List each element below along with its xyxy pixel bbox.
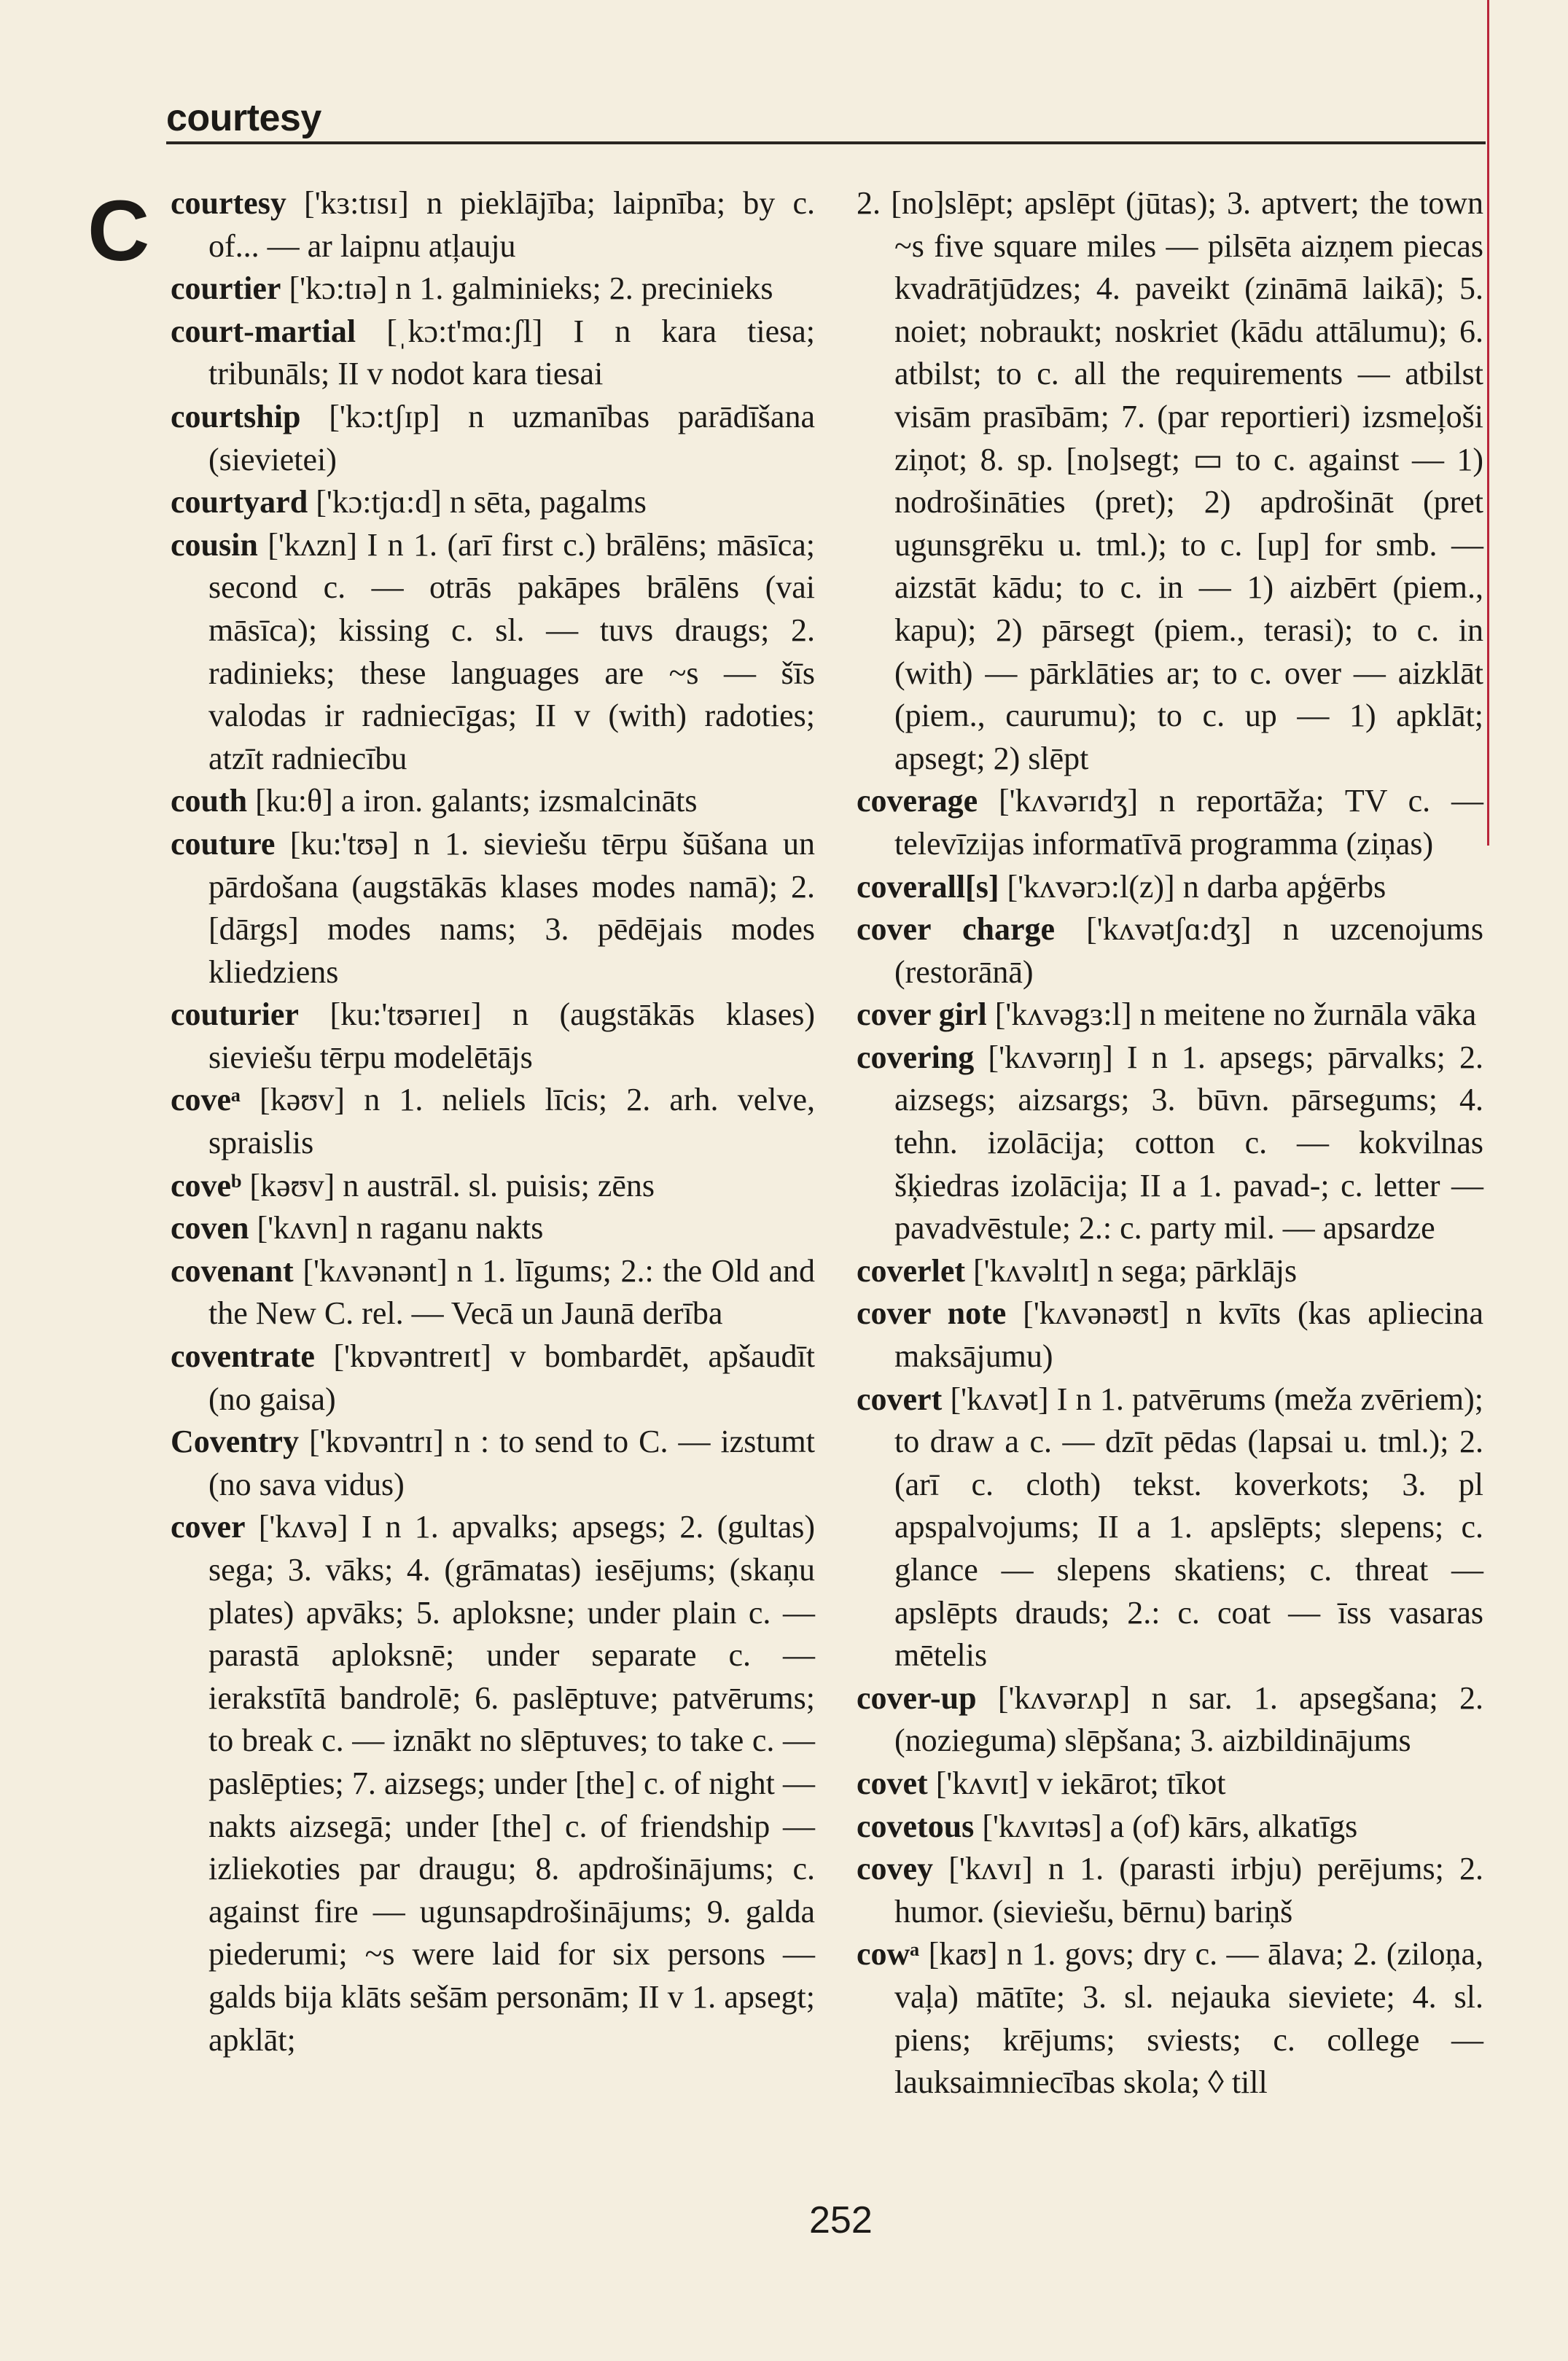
dictionary-entry [171, 823, 815, 994]
entry-text: ['kʌzn] I n 1. (arī first c.) brālēns; māsīca; second c. — otrās pakāpes brālēns (vai māsīca); kissing c. sl. — tuvs draugs; 2. radinieks; these languages are ~s — šīs valodas ir radniecīgas; II v (with) radoties; atzīt radniecību [208, 526, 815, 776]
dictionary-entry [171, 1506, 815, 2061]
entry-text: ['kʌvɪ] n 1. (parasti irbju) perējums; 2. humor. (sieviešu, bērnu) bariņš [894, 1851, 1483, 1929]
dictionary-entry [171, 1250, 815, 1335]
headword: covet [857, 1765, 928, 1801]
dictionary-entry [171, 1079, 815, 1164]
headword: coverlet [857, 1252, 965, 1289]
headword: covetous [857, 1808, 975, 1844]
entry-text: ['kʌvənəʊt] n kvīts (kas apliecina maksājumu) [894, 1295, 1483, 1375]
entry-text: ['kɔ:tɪə] n 1. galminieks; 2. precinieks [281, 270, 773, 307]
dictionary-entry [171, 994, 815, 1079]
dictionary-entry [857, 908, 1483, 994]
headword: covert [857, 1381, 943, 1417]
headword: cowᵃ [857, 1936, 920, 1972]
dictionary-entry [857, 994, 1483, 1037]
headword: coverall[s] [857, 868, 999, 905]
dictionary-entry [171, 1421, 815, 1506]
entry-text: 2. [no]slēpt; apslēpt (jūtas); 3. aptvert; the town ~s five square miles — pilsēta aizņem piecas kvadrātjūdzes; 4. paveikt (zināmā laikā); 5. noiet; nobraukt; noskriet (kādu attālumu); 6. atbilst; to c. all the requirements — atbilst visām prasībām; 7. (par reportieri) izsmeļoši ziņot; 8. sp. [no]segt; ▭ to c. against — 1) nodrošināties (pret); 2) apdrošināt (pret ugunsgrēku u. tml.); to c. [up] for smb. — aizstāt kādu; to c. in — 1) aizbērt (piem., kapu); 2) pārsegt (piem., terasi); to c. in (with) — pārklāties ar; to c. over — aizklāt (piem., caurumu); to c. up — 1) apklāt; apsegt; 2) slēpt [857, 185, 1483, 776]
entry-text: ['kʌvənənt] n 1. līgums; 2.: the Old and the New C. rel. — Vecā un Jaunā derība [208, 1252, 815, 1332]
entry-text: ['kɒvəntreɪt] v bombardēt, apšaudīt (no gaisa) [208, 1338, 815, 1417]
dictionary-entry [857, 1037, 1483, 1250]
dictionary-entry [857, 1763, 1483, 1806]
left-column [171, 182, 815, 2061]
right-column [857, 182, 1483, 2104]
entry-text: ['kʌvət] I n 1. patvērums (meža zvēriem); to draw a c. — dzīt pēdas (lapsai u. tml.); 2. (arī c. cloth) tekst. koverkots; 3. pl apspalvojums; II a 1. apslēpts; slepens; c. glance — slepens skatiens; c. threat — apslēpts drauds; 2.: c. coat — īss vasaras mētelis [894, 1381, 1483, 1674]
dictionary-entry [171, 268, 815, 311]
entry-text: ['kʌvərɔ:l(z)] n darba apģērbs [999, 868, 1386, 905]
entry-text: ['kɔ:tʃɪp] n uzmanības parādīšana (sievietei) [208, 398, 815, 477]
headword: court-martial [171, 313, 356, 349]
headword: cover-up [857, 1679, 977, 1716]
entry-text: [kəʊv] n 1. neliels līcis; 2. arh. velve, spraislis [208, 1082, 815, 1161]
dictionary-entry [171, 524, 815, 781]
dictionary-entry [857, 1292, 1483, 1378]
headword: coverage [857, 783, 978, 819]
entry-text: [ˌkɔ:t'mɑ:ʃl] I n kara tiesa; tribunāls; II v nodot kara tiesai [208, 313, 815, 392]
headword: courtship [171, 398, 301, 434]
page-edge-line [1487, 0, 1489, 846]
dictionary-entry [171, 1207, 815, 1250]
dictionary-entry [857, 1250, 1483, 1293]
headword: couturier [171, 996, 299, 1033]
headword: coven [171, 1210, 249, 1246]
entry-text: ['kɔ:tjɑ:d] n sēta, pagalms [308, 484, 647, 520]
entry-text: ['kʌvɪtəs] a (of) kārs, alkatīgs [974, 1808, 1358, 1844]
dictionary-entry [857, 1378, 1483, 1677]
headword: cover [171, 1509, 246, 1545]
entry-text: ['kʌvəgɜ:l] n meitene no žurnāla vāka [986, 996, 1477, 1033]
dictionary-entry [171, 182, 815, 268]
headword: couture [171, 825, 276, 862]
running-head: courtesy [166, 97, 321, 139]
headword: Coventry [171, 1424, 299, 1460]
headword: cover note [857, 1295, 1007, 1332]
headword: coveᵃ [171, 1082, 241, 1118]
page-number: 252 [809, 2199, 873, 2241]
headword: covenant [171, 1252, 294, 1289]
entry-text: ['kʌvɪt] v iekārot; tīkot [927, 1765, 1226, 1801]
headword: couth [171, 783, 248, 819]
entry-text: [kəʊv] n austrāl. sl. puisis; zēns [241, 1167, 655, 1203]
headword: covering [857, 1039, 975, 1075]
headword: coveᵇ [171, 1167, 242, 1203]
entry-text: ['kɒvəntrɪ] n : to send to C. — izstumt (no sava vidus) [208, 1424, 815, 1502]
entry-text: [ku:θ] a iron. galants; izsmalcināts [247, 783, 698, 819]
entry-text: ['kʌvərɪdʒ] n reportāža; TV c. — televīzijas informatīvā programma (ziņas) [894, 783, 1483, 862]
entry-text: ['kʌvn] n raganu nakts [249, 1210, 544, 1246]
dictionary-entry [171, 396, 815, 481]
dictionary-entry-continued [857, 182, 1483, 780]
entry-text: ['kʌvətʃɑ:dʒ] n uzcenojums (restorānā) [894, 911, 1483, 990]
headword: cover charge [857, 911, 1055, 948]
headword: courtesy [171, 185, 286, 221]
dictionary-entry [857, 1677, 1483, 1763]
entry-text: [ku:'tʊərɪeɪ] n (augstākās klases) sieviešu tērpu modelētājs [208, 996, 815, 1075]
headword: coventrate [171, 1338, 315, 1375]
section-letter: C [87, 183, 150, 279]
headword: cousin [171, 526, 258, 563]
dictionary-entry [171, 1335, 815, 1421]
dictionary-entry [171, 311, 815, 396]
dictionary-entry [171, 481, 815, 524]
headword: courtyard [171, 484, 308, 520]
headword: courtier [171, 270, 281, 307]
header-rule [166, 141, 1486, 144]
dictionary-entry [171, 780, 815, 823]
entry-text: ['kʌvə] I n 1. apvalks; apsegs; 2. (gultas) sega; 3. vāks; 4. (grāmatas) iesējums; (skaņu plates) apvāks; 5. aploksne; under plain c. — parastā aploksnē; under separate c. — ierakstītā bandrolē; 6. paslēptuve; patvērums; to break c. — iznākt no slēptuves; to take c. — paslēpties; 7. aizsegs; under [the] c. of night — nakts aizsegā; under [the] c. of friendship — izliekoties par draugu; 8. apdrošinājums; c. against fire — ugunsapdrošinājums; 9. galda piederumi; ~s were laid for six persons — galds bija klāts sešām personām; II v 1. apsegt; apklāt; [208, 1509, 815, 2058]
entry-text: [ku:'tʊə] n 1. sieviešu tērpu šūšana un pārdošana (augstākās klases modes namā); 2. [dārgs] modes nams; 3. pēdējais modes kliedziens [208, 825, 815, 990]
entry-text: ['kʌvərɪŋ] I n 1. apsegs; pārvalks; 2. aizsegs; aizsargs; 3. būvn. pārsegums; 4. tehn. izolācija; cotton c. — kokvilnas šķiedras izolācija; II a 1. pavad-; c. letter — pavadvēstule; 2.: c. party mil. — apsardze [894, 1039, 1483, 1246]
dictionary-entry [857, 866, 1483, 909]
dictionary-entry [857, 1806, 1483, 1849]
dictionary-entry [857, 1933, 1483, 2104]
entry-text: ['kʌvərʌp] n sar. 1. apsegšana; 2. (nozieguma) slēpšana; 3. aizbildinājums [894, 1679, 1483, 1759]
dictionary-entry [171, 1165, 815, 1208]
entry-text: [kaʊ] n 1. govs; dry c. — ālava; 2. (ziloņa, vaļa) mātīte; 3. sl. nejauka sieviete; 4. sl. piens; krējums; sviests; c. college — lauksaimniecības skola; ◊ till [894, 1936, 1483, 2101]
entry-text: ['kʌvəlɪt] n sega; pārklājs [965, 1252, 1298, 1289]
dictionary-entry [857, 1848, 1483, 1933]
headword: cover girl [857, 996, 987, 1033]
entry-text: ['kɜ:tɪsɪ] n pieklājība; laipnība; by c. of... — ar laipnu atļauju [208, 185, 815, 264]
dictionary-entry [857, 780, 1483, 865]
headword: covey [857, 1851, 934, 1887]
